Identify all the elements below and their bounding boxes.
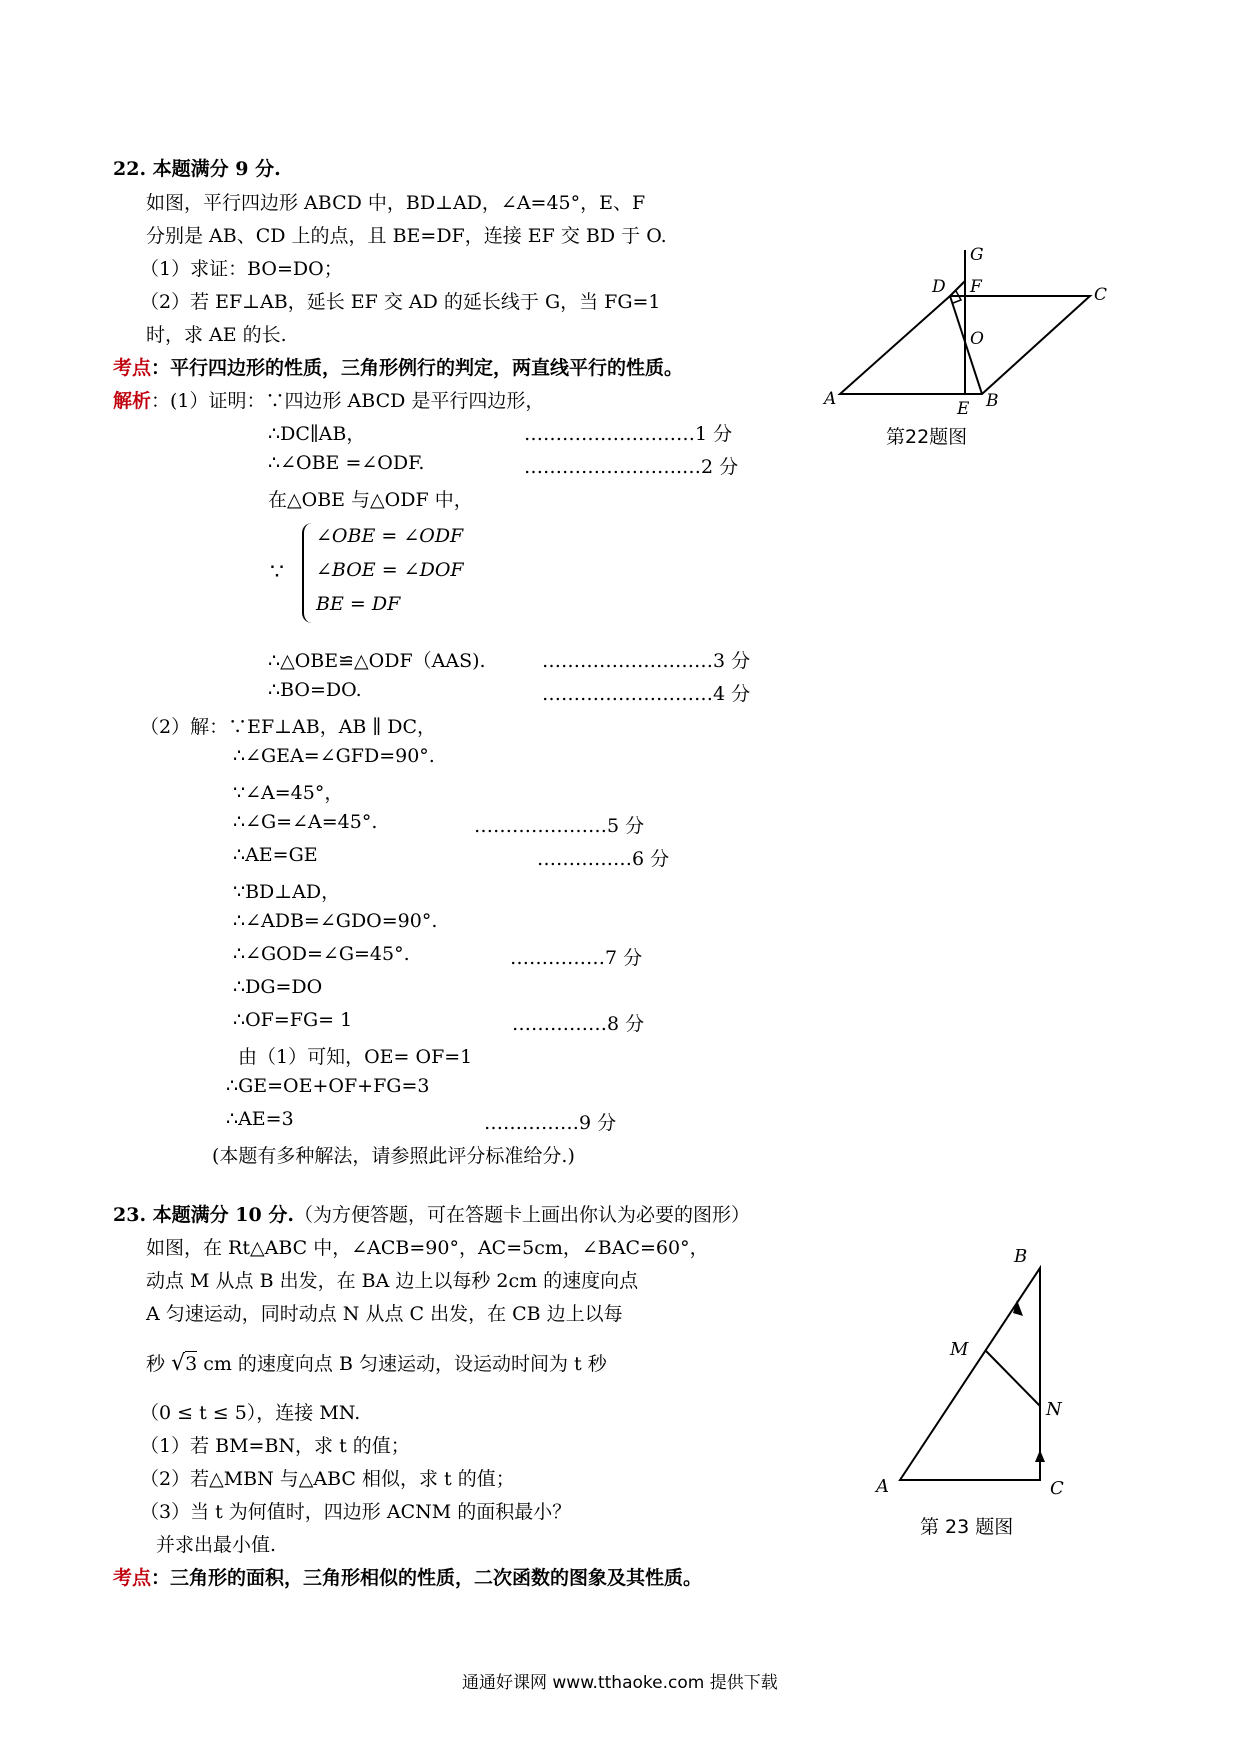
label-m: M [950, 1339, 969, 1360]
system-line-2: ∠BOE = ∠DOF [316, 559, 464, 581]
q23-stem-line-1: 如图，在 Rt△ABC 中，∠ACB=90°，AC=5cm，∠BAC=60°， [146, 1237, 709, 1259]
q23-sqrt-post: cm 的速度向点 B 匀速运动，设运动时间为 t 秒 [203, 1353, 607, 1375]
q22-header: 22. 本题满分 9 分. [113, 158, 281, 180]
q22-jiexi-label: 解析 [113, 390, 152, 412]
q23-question-4: 并求出最小值. [156, 1534, 277, 1556]
q22-stem-line-2: 分别是 AB、CD 上的点，且 BE=DF，连接 EF 交 BD 于 O. [146, 225, 667, 247]
q23-stem-range: （0 ≤ t ≤ 5），连接 MN. [140, 1402, 361, 1424]
figure-23-caption: 第 23 题图 [920, 1516, 1014, 1538]
q23-header: 23. 本题满分 10 分. [113, 1204, 294, 1226]
q22-kaodian-label: 考点 [113, 357, 152, 379]
figure-22-caption: 第22题图 [886, 426, 968, 448]
label-o: O [970, 329, 984, 349]
q23-question-1: （1）若 BM=BN，求 t 的值； [140, 1435, 410, 1457]
q22-p2-step-1: ∴∠GEA=∠GFD=90°. [233, 745, 435, 767]
q22-p2-step-5: ∵BD⊥AD， [233, 881, 341, 903]
q22-p2-step-6: ∴∠ADB=∠GDO=90°. [233, 910, 438, 932]
q22-p2-step-3: ∴∠G=∠A=45°. [233, 811, 378, 833]
label-b: B [986, 391, 999, 411]
q22-p1-score-1: ………………………1 分 [524, 423, 733, 445]
q22-stem-line-3: （1）求证：BO=DO； [140, 258, 343, 280]
arrow-cb-icon [1035, 1450, 1045, 1462]
because-symbol: ∵ [270, 560, 284, 585]
q22-p1-score-5: ………………………4 分 [542, 683, 751, 705]
q22-kaodian [113, 353, 683, 380]
triangle-abc [900, 1268, 1040, 1480]
q22-p2-intro: （2）解：∵EF⊥AB，AB ∥ DC， [140, 716, 437, 738]
q22-kaodian-text: ：平行四边形的性质，三角形例行的判定，两直线平行的性质。 [151, 357, 684, 379]
label-f: F [970, 277, 982, 297]
q22-stem-line-5: 时，求 AE 的长. [146, 324, 287, 346]
segment-mn [986, 1351, 1040, 1406]
q22-p1-step-4: ∴△OBE≌△ODF（AAS). [268, 650, 486, 672]
label-b: B [1014, 1246, 1028, 1267]
q23-stem-line-3: A 匀速运动，同时动点 N 从点 C 出发，在 CB 边上以每 [146, 1303, 623, 1325]
q23-kaodian-text: ：三角形的面积，三角形相似的性质，二次函数的图象及其性质。 [151, 1567, 703, 1589]
q22-p1-step-3: 在△OBE 与△ODF 中， [268, 489, 473, 511]
q22-p2-score-12: ……………9 分 [484, 1112, 617, 1134]
q22-stem-line-1: 如图，平行四边形 ABCD 中，BD⊥AD，∠A=45°，E、F [146, 192, 646, 214]
system-line-3: BE = DF [316, 593, 401, 615]
q22-p1-step-1: ∴DC∥AB， [268, 423, 366, 445]
q23-sqrt-pre: 秒 [146, 1353, 166, 1375]
system-line-1: ∠OBE = ∠ODF [316, 525, 464, 547]
label-n: N [1046, 1399, 1062, 1420]
q22-p1-step-5: ∴BO=DO. [268, 679, 362, 701]
system-brace [302, 523, 316, 623]
q22-p2-step-7: ∴∠GOD=∠G=45°. [233, 943, 410, 965]
sqrt-radicand: 3 [185, 1353, 198, 1375]
figure-23 [870, 1240, 1090, 1520]
q23-kaodian-label: 考点 [113, 1567, 152, 1589]
q23-question-2: （2）若△MBN 与△ABC 相似，求 t 的值； [140, 1468, 515, 1490]
q22-p2-score-4: ……………6 分 [537, 848, 670, 870]
label-a: A [876, 1476, 889, 1497]
q22-note: (本题有多种解法，请参照此评分标准给分.) [212, 1145, 575, 1167]
q22-p2-score-3: …………………5 分 [474, 815, 645, 837]
label-g: G [970, 245, 984, 265]
q23-kaodian [113, 1563, 702, 1590]
sqrt-symbol: √ [171, 1351, 186, 1376]
label-a: A [824, 389, 837, 409]
q22-p2-step-10: 由（1）可知，OE= OF=1 [238, 1046, 473, 1068]
figure-22 [820, 240, 1120, 450]
page-footer: 通通好课网 www.tthaoke.com 提供下载 [462, 1673, 778, 1693]
q23-stem-line-2: 动点 M 从点 B 出发，在 BA 边上以每秒 2cm 的速度向点 [146, 1270, 639, 1292]
label-c: C [1094, 285, 1108, 305]
q23-question-3: （3）当 t 为何值时，四边形 ACNM 的面积最小？ [140, 1501, 572, 1523]
q22-p1-score-2: …………………….…2 分 [524, 456, 739, 478]
q22-p2-step-8: ∴DG=DO [233, 976, 323, 998]
q23-header-line [113, 1200, 750, 1227]
label-c: C [1050, 1478, 1064, 1499]
q23-stem-line-4 [146, 1349, 607, 1376]
q22-p2-step-9: ∴OF=FG= 1 [233, 1009, 353, 1031]
q22-p1-step-2: ∴∠OBE =∠ODF. [268, 452, 425, 474]
q22-p2-score-9: ……………8 分 [512, 1013, 645, 1035]
q22-p2-step-12: ∴AE=3 [226, 1108, 294, 1130]
q22-p2-score-7: ……………7 分 [510, 947, 643, 969]
q22-p2-step-4: ∴AE=GE [233, 844, 318, 866]
q22-p2-step-2: ∵∠A=45°， [233, 782, 344, 804]
q23-header-note: （为方便答题，可在答题卡上画出你认为必要的图形） [293, 1204, 750, 1226]
label-e: E [957, 399, 970, 419]
label-d: D [932, 277, 946, 297]
q22-stem-line-4: （2）若 EF⊥AB，延长 EF 交 AD 的延长线于 G，当 FG=1 [140, 291, 661, 313]
q22-p1-score-4: ………………………3 分 [542, 650, 751, 672]
q22-jiexi [113, 386, 544, 413]
q22-jiexi-text: ：(1）证明：∵四边形 ABCD 是平行四边形， [151, 390, 545, 412]
q22-p2-step-11: ∴GE=OE+OF+FG=3 [226, 1075, 430, 1097]
